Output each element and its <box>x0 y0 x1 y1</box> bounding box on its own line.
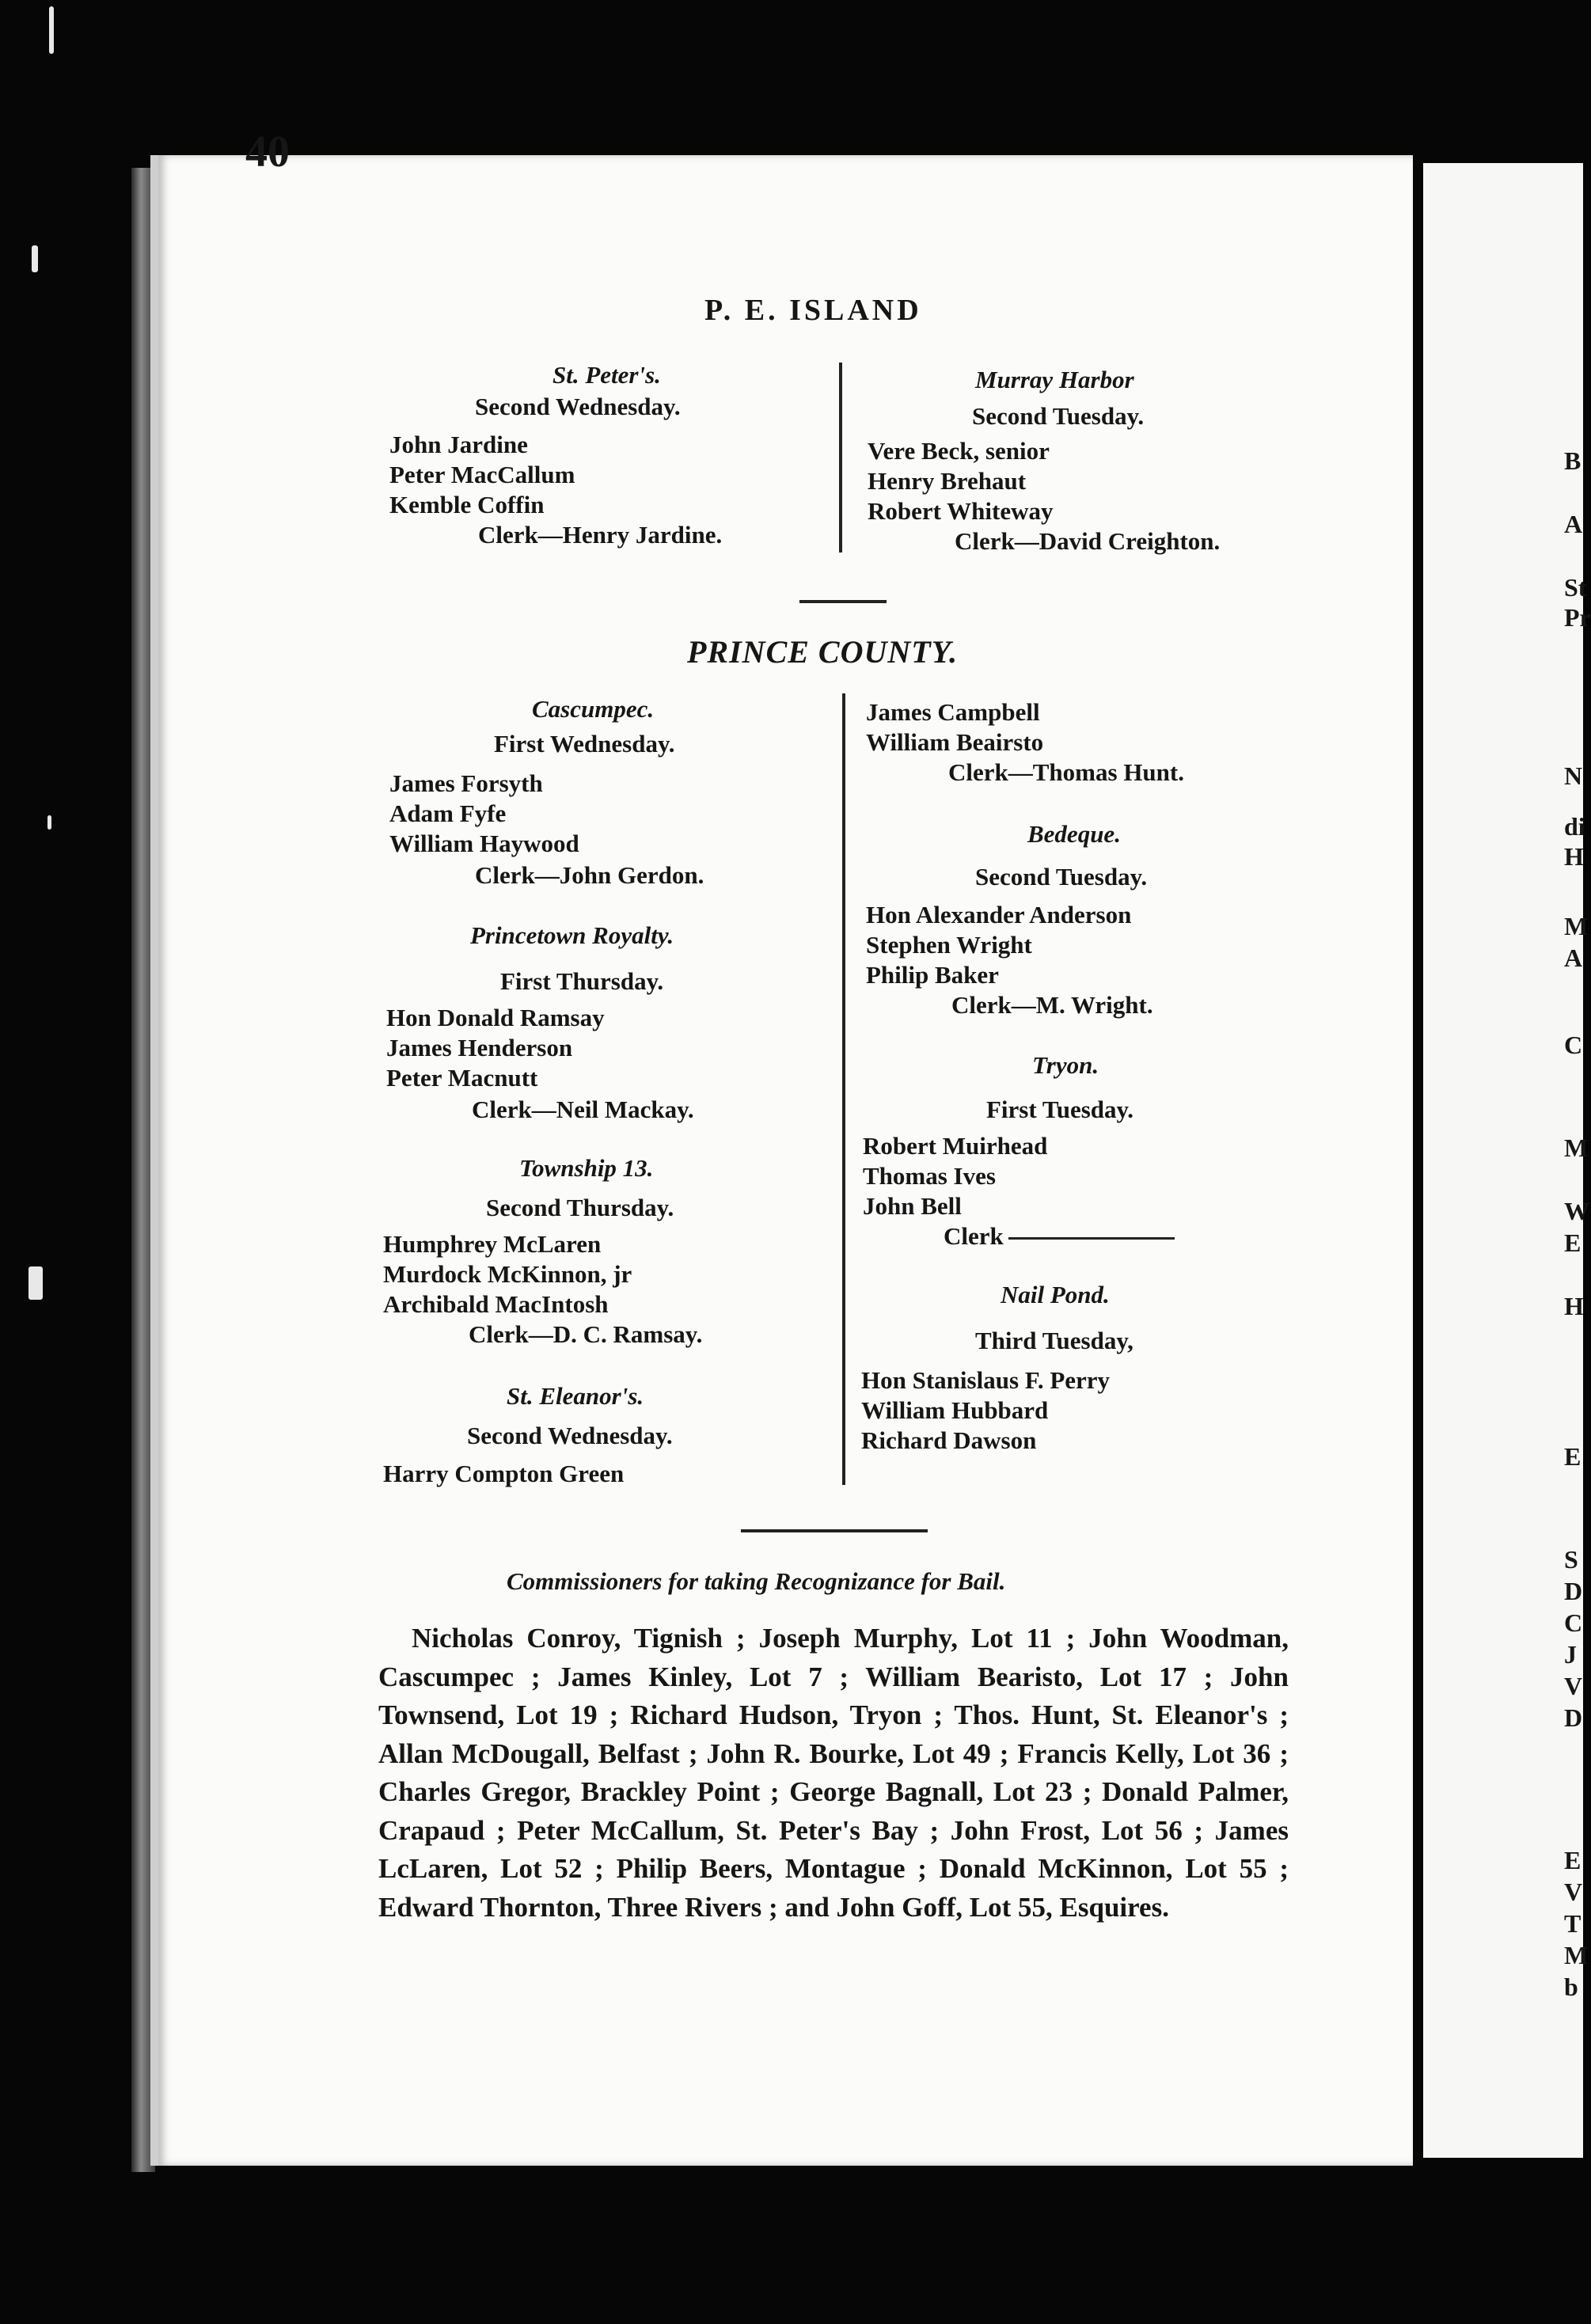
member-name: Peter Macnutt <box>386 1064 538 1092</box>
clerk-name: Clerk—John Gerdon. <box>475 861 704 889</box>
meeting-day: First Thursday. <box>500 967 664 995</box>
member-name: Peter MacCallum <box>389 461 575 488</box>
meeting-day: First Tuesday. <box>986 1096 1134 1123</box>
next-page-fragment: St <box>1564 573 1587 602</box>
next-page-fragment: E <box>1564 1228 1582 1257</box>
scan-speck <box>49 6 54 54</box>
meeting-day: Second Wednesday. <box>467 1422 673 1449</box>
member-name: Philip Baker <box>866 961 999 989</box>
meeting-day: Second Thursday. <box>486 1194 674 1221</box>
next-page-fragment: M <box>1564 912 1589 940</box>
next-page-fragment: D <box>1564 1577 1583 1605</box>
scan-speck <box>28 1266 43 1300</box>
section-title: PRINCE COUNTY. <box>687 634 959 670</box>
member-name: Robert Whiteway <box>868 497 1054 525</box>
meeting-day: Second Tuesday. <box>975 863 1148 890</box>
district-name: St. Peter's. <box>552 361 661 389</box>
member-name: William Hubbard <box>861 1396 1049 1424</box>
next-page-fragment: E <box>1564 1442 1582 1471</box>
clerk-name: Clerk—M. Wright. <box>951 991 1153 1019</box>
next-page-fragment: W <box>1564 1197 1589 1225</box>
clerk-name: Clerk—Thomas Hunt. <box>948 758 1184 786</box>
commissioners-text: Nicholas Conroy, Tignish ; Joseph Murphy, Lot 11 ; John Woodman, Cascumpec ; James Kinley, Lot 7 ; William Bearisto, Lot 17 ; John Townsend, Lot 19 ; Richard Hudson, Tryon ; Thos. Hunt, St. Eleanor's ; Allan McDougall, Belfast ; John R. Bourke, Lot 49 ; Francis Kelly, Lot 36 ; Charles Gregor, Brackley Point ; George Bagnall, Lot 23 ; Donald Palmer, Crapaud ; Peter McCallum, St. Peter's Bay ; John Frost, Lot 56 ; James LcLaren, Lot 52 ; Philip Beers, Montague ; Donald McKinnon, Lot 55 ; Edward Thornton, Three Rivers ; and John Goff, Lot 55, Esquires. <box>378 1623 1289 1923</box>
clerk-name: Clerk—Henry Jardine. <box>478 521 723 549</box>
section-divider <box>799 600 887 603</box>
next-page-fragment: di <box>1564 812 1585 841</box>
next-page-fragment: V <box>1564 1878 1583 1906</box>
member-name: Archibald MacIntosh <box>383 1290 609 1318</box>
member-name: Murdock McKinnon, jr <box>383 1260 632 1288</box>
column-divider <box>839 363 842 553</box>
member-name: Henry Brehaut <box>868 467 1027 495</box>
district-name: Murray Harbor <box>975 366 1134 393</box>
section-divider <box>741 1529 928 1532</box>
next-page-fragment: H <box>1564 842 1584 871</box>
page-number: 40 <box>245 127 290 177</box>
next-page-fragment: J <box>1564 1640 1577 1669</box>
meeting-day: Second Tuesday. <box>972 402 1145 430</box>
meeting-day: Third Tuesday, <box>975 1327 1133 1354</box>
district-name: Tryon. <box>1032 1051 1099 1079</box>
running-head: P. E. ISLAND <box>704 294 922 327</box>
clerk-name: Clerk—David Creighton. <box>955 527 1221 555</box>
column-divider <box>842 693 845 1485</box>
meeting-day: Second Wednesday. <box>475 393 681 420</box>
member-name: William Beairsto <box>866 728 1044 756</box>
member-name: Hon Stanislaus F. Perry <box>861 1366 1111 1394</box>
member-name: Kemble Coffin <box>389 491 545 518</box>
member-name: William Haywood <box>389 830 579 857</box>
scan-speck <box>32 245 38 272</box>
district-name: Bedeque. <box>1027 820 1121 848</box>
member-name: Vere Beck, senior <box>868 437 1050 465</box>
next-page-fragment: H <box>1564 1292 1584 1320</box>
member-name: Stephen Wright <box>866 931 1032 959</box>
next-page-fragment: M <box>1564 1134 1589 1162</box>
member-name: Hon Alexander Anderson <box>866 901 1132 928</box>
district-name: Princetown Royalty. <box>470 921 674 949</box>
member-name: Humphrey McLaren <box>383 1230 602 1258</box>
next-page-fragment: B <box>1564 446 1582 475</box>
member-name: Robert Muirhead <box>863 1132 1048 1160</box>
scan-speck <box>47 815 51 830</box>
member-name: Adam Fyfe <box>389 799 507 827</box>
next-page-fragment: M <box>1564 1941 1589 1969</box>
commissioners-title: Commissioners for taking Recognizance for Bail. <box>507 1567 1006 1595</box>
next-page-fragment: T <box>1564 1909 1582 1938</box>
clerk-blank-line <box>1008 1237 1175 1240</box>
next-page-fragment: Pr <box>1564 603 1591 632</box>
member-name: James Campbell <box>866 698 1040 726</box>
member-name: Richard Dawson <box>861 1426 1037 1454</box>
member-name: Thomas Ives <box>863 1162 996 1190</box>
next-page-fragment: C <box>1564 1608 1583 1637</box>
clerk-name: Clerk <box>944 1222 1175 1251</box>
member-name: John Bell <box>863 1192 962 1220</box>
clerk-name: Clerk—D. C. Ramsay. <box>469 1320 703 1348</box>
meeting-day: First Wednesday. <box>494 730 675 758</box>
member-name: Harry Compton Green <box>383 1460 625 1487</box>
member-name: John Jardine <box>389 431 528 458</box>
district-name: Township 13. <box>519 1154 654 1182</box>
clerk-name: Clerk—Neil Mackay. <box>472 1096 694 1123</box>
district-name: St. Eleanor's. <box>507 1382 644 1410</box>
next-page-fragment: V <box>1564 1672 1583 1700</box>
member-name: James Henderson <box>386 1034 573 1061</box>
next-page-fragment: A <box>1564 944 1583 972</box>
next-page-fragment: b <box>1564 1973 1578 2001</box>
next-page-fragment: D <box>1564 1703 1583 1732</box>
next-page-fragment: S <box>1564 1545 1578 1574</box>
next-page-fragment: E <box>1564 1846 1582 1874</box>
member-name: Hon Donald Ramsay <box>386 1004 605 1031</box>
member-name: James Forsyth <box>389 769 543 797</box>
district-name: Cascumpec. <box>532 695 655 723</box>
next-page-fragment: N <box>1564 761 1583 790</box>
district-name: Nail Pond. <box>1001 1281 1110 1308</box>
next-page-edge <box>1423 163 1591 2158</box>
next-page-fragment: A <box>1564 510 1583 538</box>
next-page-fragment: C <box>1564 1031 1583 1059</box>
commissioners-paragraph <box>378 1620 1289 1927</box>
